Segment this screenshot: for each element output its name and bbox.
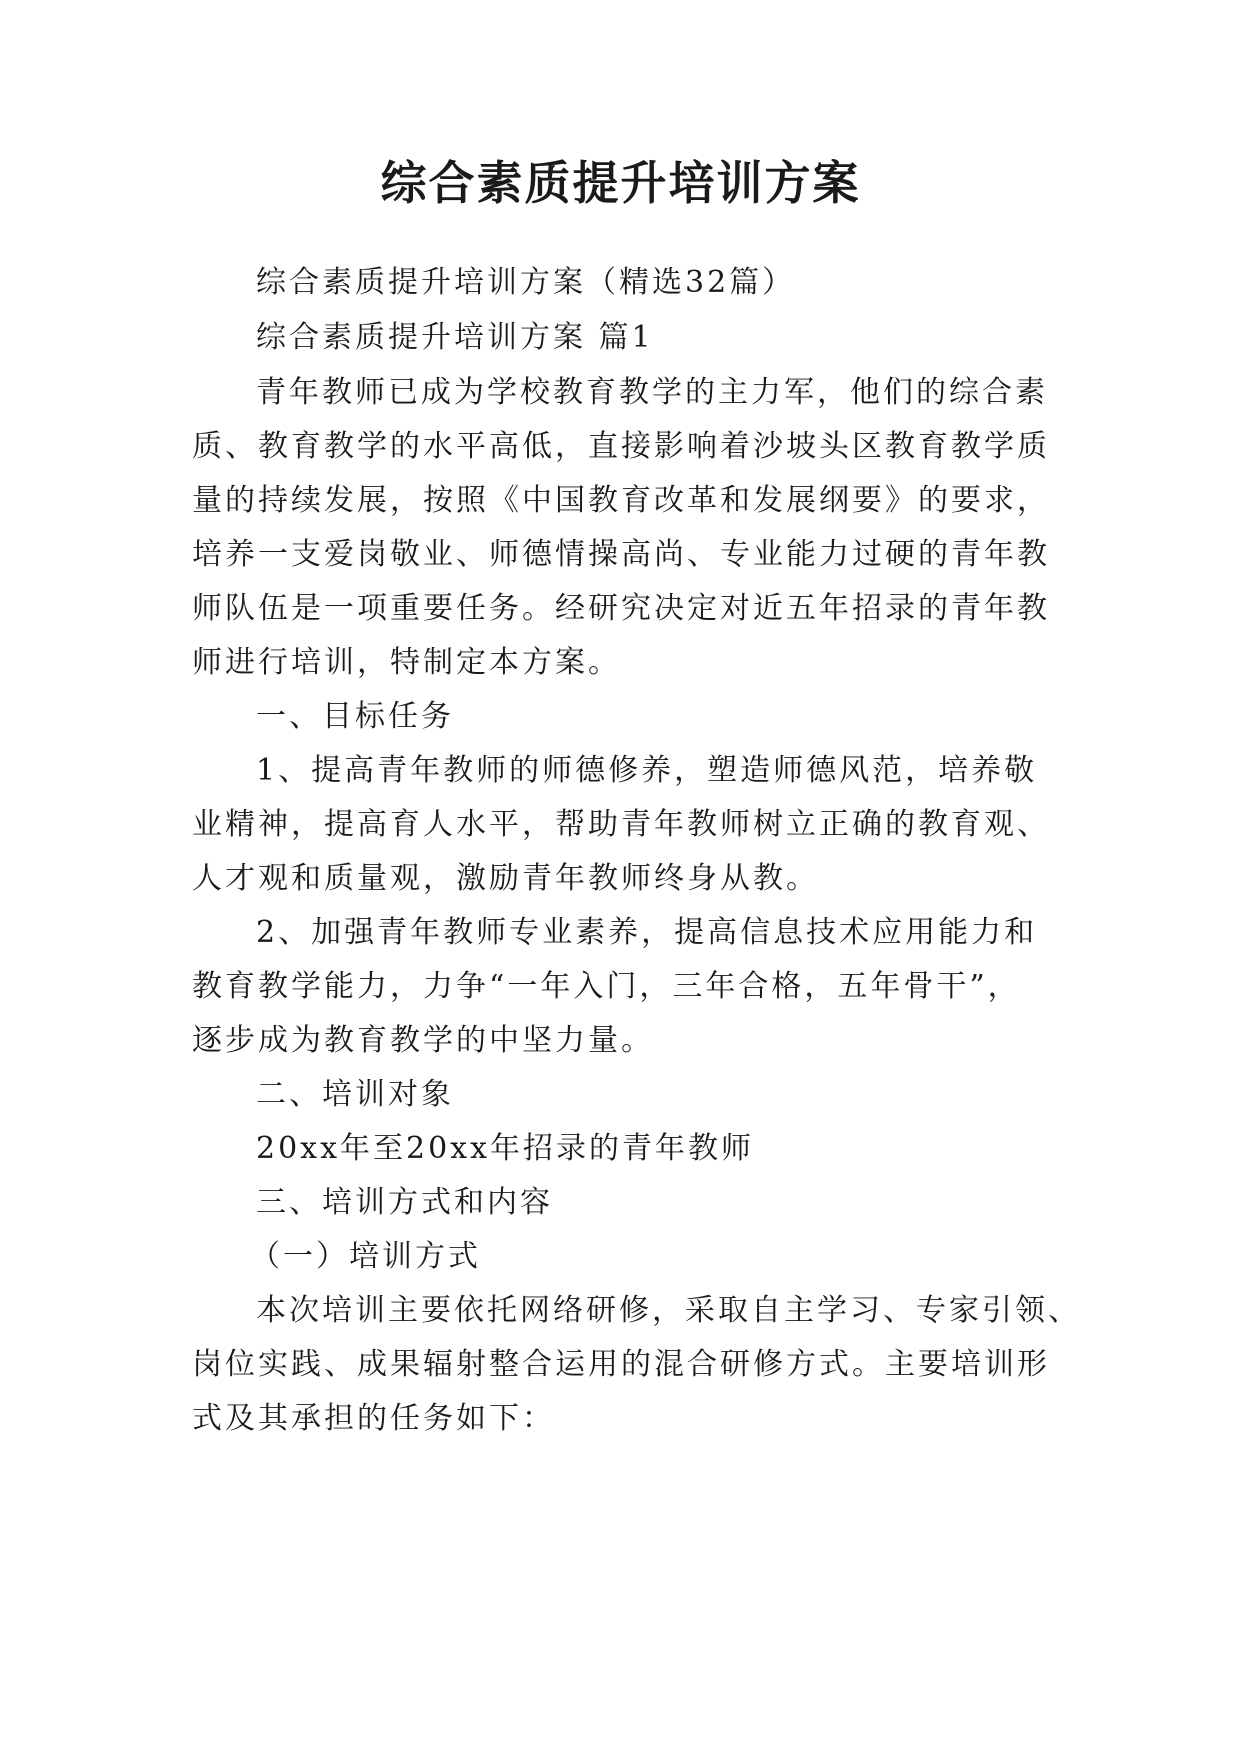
paragraph-line: 质、教育教学的水平高低，直接影响着沙坡头区教育教学质 <box>192 429 1050 464</box>
paragraph-line: 青年教师已成为学校教育教学的主力军，他们的综合素 <box>256 375 1048 410</box>
paragraph-line: 本次培训主要依托网络研修，采取自主学习、专家引领、 <box>256 1293 1081 1328</box>
document-title: 综合素质提升培训方案 <box>380 156 861 210</box>
paragraph-line: 量的持续发展，按照《中国教育改革和发展纲要》的要求， <box>192 483 1050 518</box>
paragraph-line: 岗位实践、成果辐射整合运用的混合研修方式。主要培训形 <box>192 1347 1050 1382</box>
paragraph-line: 业精神，提高育人水平，帮助青年教师树立正确的教育观、 <box>192 807 1050 842</box>
subsection-heading: （一）培训方式 <box>250 1239 481 1274</box>
paragraph-line: 教育教学能力，力争“一年入门，三年合格，五年骨干”， <box>192 969 1021 1004</box>
section-heading: 一、目标任务 <box>256 699 454 734</box>
paragraph-line: 式及其承担的任务如下： <box>192 1401 555 1436</box>
paragraph-line: 1、提高青年教师的师德修养，塑造师德风范，培养敬 <box>256 753 1038 788</box>
doc-subtitle: 综合素质提升培训方案（精选32篇） <box>256 265 796 300</box>
section-heading-part-1: 综合素质提升培训方案 篇1 <box>256 320 654 355</box>
paragraph-line: 人才观和质量观，激励青年教师终身从教。 <box>192 861 819 896</box>
section-heading: 二、培训对象 <box>256 1077 454 1112</box>
paragraph-line: 逐步成为教育教学的中坚力量。 <box>192 1023 654 1058</box>
paragraph-line: 师进行培训，特制定本方案。 <box>192 645 621 680</box>
paragraph-line: 20xx年至20xx年招录的青年教师 <box>256 1131 755 1166</box>
section-heading: 三、培训方式和内容 <box>256 1185 553 1220</box>
paragraph-line: 2、加强青年教师专业素养，提高信息技术应用能力和 <box>256 915 1038 950</box>
paragraph-line: 培养一支爱岗敬业、师德情操高尚、专业能力过硬的青年教 <box>192 537 1050 572</box>
paragraph-line: 师队伍是一项重要任务。经研究决定对近五年招录的青年教 <box>192 591 1050 626</box>
